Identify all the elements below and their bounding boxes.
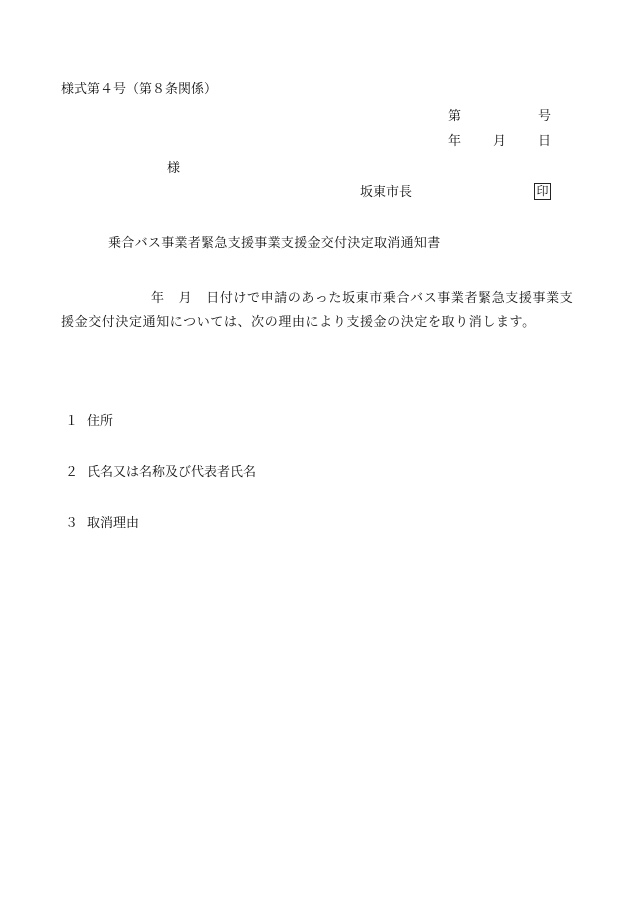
body-month: 月 xyxy=(178,291,193,306)
item-label: 氏名又は名称及び代表者氏名 xyxy=(87,465,257,480)
item-label: 住所 xyxy=(87,414,114,429)
issuer-name: 坂東市長 xyxy=(360,185,413,200)
list-item-name xyxy=(65,465,256,481)
list-item-address xyxy=(65,414,113,430)
seal-stamp: 印 xyxy=(534,183,551,200)
item-number: ３ xyxy=(65,516,79,531)
recipient-honorific: 様 xyxy=(167,161,181,176)
body-text: 日付けで申請のあった坂東市乗合バス事業者緊急支援事業支援金交付決定通知については、次の理由により支援金の決定を取り消します。 xyxy=(61,291,574,330)
item-number: ２ xyxy=(65,465,79,480)
number-prefix: 第 xyxy=(448,109,462,124)
item-number: １ xyxy=(65,414,79,429)
item-label: 取消理由 xyxy=(87,516,140,531)
list-item-reason xyxy=(65,516,139,532)
body-paragraph xyxy=(61,287,581,335)
number-suffix: 号 xyxy=(538,109,552,124)
body-year: 年 xyxy=(151,291,165,306)
document-title: 乗合バス事業者緊急支援事業支援金交付決定取消通知書 xyxy=(108,236,441,251)
form-label: 様式第４号（第８条関係） xyxy=(61,82,218,97)
date-year: 年 xyxy=(448,134,462,149)
date-month: 月 xyxy=(493,134,507,149)
date-day: 日 xyxy=(538,134,552,149)
